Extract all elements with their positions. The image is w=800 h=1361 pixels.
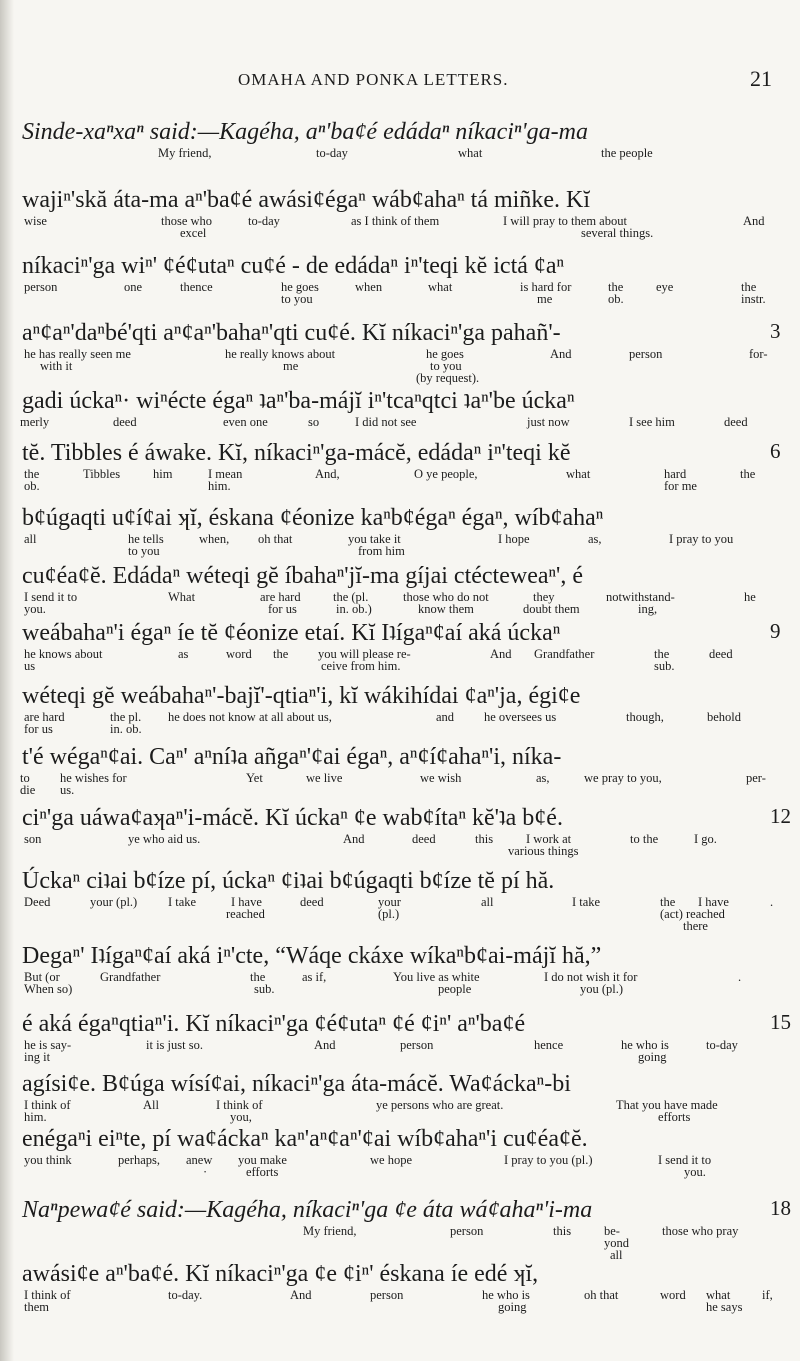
- english-gloss: those who do not: [403, 590, 489, 604]
- interlinear-line: [18, 621, 770, 681]
- line-number: 15: [770, 1010, 791, 1034]
- english-gloss: deed: [412, 832, 436, 846]
- english-gloss: person: [450, 1224, 484, 1238]
- omaha-text-line: níkaciⁿ'ga wiⁿ' ȼéȼutaⁿ cuȼé - de edádaⁿ iⁿ'teqi kĕ ictá ȼaⁿ: [22, 253, 565, 279]
- english-gloss: I think of: [216, 1098, 263, 1112]
- english-gloss: various things: [508, 844, 579, 858]
- english-gloss: I did not see: [355, 415, 417, 429]
- omaha-text-line: cuȼéaȼĕ. Edádaⁿ wéteqi gĕ íbahaⁿ'jĭ-ma gíjai ctécteweaⁿ', é: [22, 563, 584, 589]
- english-gloss: anew: [186, 1153, 213, 1167]
- interlinear-line: [18, 1261, 773, 1322]
- english-gloss: ceive from him.: [321, 659, 401, 673]
- omaha-text-line: Degaⁿ' Iʇígaⁿȼaí aká iⁿ'cte, “Wáqe ckáxe wíkaⁿbȼai-májĭ hă,”: [22, 943, 602, 969]
- english-gloss: deed: [113, 415, 137, 429]
- omaha-text-line: Naⁿpewaȼé said:—Kagéha, níkaciⁿ'ga ȼe áta wáȼahaⁿ'i-ma: [22, 1197, 593, 1223]
- interlinear-line: [18, 506, 770, 566]
- interlinear-line: [18, 944, 770, 1004]
- omaha-text-line: aⁿȼaⁿ'daⁿbé'qti aⁿȼaⁿ'bahaⁿ'qti cuȼé. Kĭ níkaciⁿ'ga pahañ'-: [22, 320, 561, 346]
- english-gloss: the (pl.: [333, 590, 369, 604]
- english-gloss: those who: [161, 214, 213, 228]
- english-gloss: to the: [630, 832, 659, 846]
- english-gloss: oh that: [258, 532, 293, 546]
- english-gloss: deed: [300, 895, 324, 909]
- line-number: 12: [770, 804, 791, 828]
- english-gloss: in. ob.: [110, 722, 142, 736]
- english-gloss: him: [153, 467, 173, 481]
- omaha-text-line: agísiȼe. Bȼúga wísíȼai, níkaciⁿ'ga áta-mácĕ. Waȼáckaⁿ-bi: [22, 1071, 571, 1097]
- english-gloss: ye who aid us.: [128, 832, 201, 846]
- english-gloss: as,: [536, 771, 550, 785]
- english-gloss: what: [566, 467, 591, 481]
- english-gloss: the people: [601, 146, 653, 160]
- english-gloss: wise: [24, 214, 47, 228]
- english-gloss: to you: [430, 359, 462, 373]
- english-gloss: the: [654, 647, 670, 661]
- omaha-text-line: enégaⁿi eiⁿte, pí waȼáckaⁿ kaⁿ'aⁿȼaⁿ'ȼai wíbȼahaⁿ'i cuȼéaȼĕ.: [22, 1126, 588, 1152]
- english-gloss: them: [24, 1300, 49, 1314]
- english-gloss: perhaps,: [118, 1153, 160, 1167]
- interlinear-line: [18, 188, 770, 248]
- omaha-text-line: awásiȼe aⁿ'baȼé. Kĭ níkaciⁿ'ga ȼe ȼiⁿ' éskana íe edé ʞĭ,: [22, 1261, 539, 1287]
- english-gloss: to you: [281, 292, 313, 306]
- interlinear-line: [18, 320, 770, 385]
- english-gloss: And: [743, 214, 765, 228]
- english-gloss: O ye people,: [414, 467, 478, 481]
- interlinear-line: [18, 120, 770, 180]
- english-gloss: instr.: [741, 292, 766, 306]
- english-gloss: and: [436, 710, 455, 724]
- english-gloss: ob.: [608, 292, 624, 306]
- english-gloss: he says: [706, 1300, 743, 1314]
- english-gloss: hence: [534, 1038, 564, 1052]
- english-gloss: oh that: [584, 1288, 619, 1302]
- english-gloss: he tells: [128, 532, 164, 546]
- omaha-text-line: t'é wégaⁿȼai. Caⁿ' aⁿníʇa añgaⁿ'ȼai égaⁿ, aⁿȼíȼahaⁿ'i, níka-: [22, 744, 562, 770]
- english-gloss: he who is: [482, 1288, 530, 1302]
- english-gloss: for us: [24, 722, 53, 736]
- english-gloss: I think of: [24, 1288, 71, 1302]
- english-gloss: as,: [588, 532, 602, 546]
- english-gloss: thence: [180, 280, 213, 294]
- english-gloss: we wish: [420, 771, 462, 785]
- english-gloss: as: [178, 647, 189, 661]
- english-gloss: to: [20, 771, 30, 785]
- english-gloss: I go.: [694, 832, 717, 846]
- english-gloss: to you: [128, 544, 160, 558]
- page-spine-shadow: [0, 0, 14, 1361]
- interlinear-line: [18, 745, 770, 805]
- english-gloss: (pl.): [378, 907, 400, 921]
- english-gloss: one: [124, 280, 143, 294]
- english-gloss: And: [314, 1038, 336, 1052]
- english-gloss: I think of: [24, 1098, 71, 1112]
- english-gloss: just now: [527, 415, 570, 429]
- english-gloss: as if,: [302, 970, 327, 984]
- omaha-text-line: tĕ. Tibbles é áwake. Kĭ, níkaciⁿ'ga-mácĕ, edádaⁿ iⁿ'teqi kĕ: [22, 440, 571, 466]
- english-gloss: you.: [684, 1165, 706, 1179]
- english-gloss: to-day: [316, 146, 348, 160]
- english-gloss: he who is: [621, 1038, 669, 1052]
- english-gloss: what: [706, 1288, 731, 1302]
- english-gloss: for me: [664, 479, 697, 493]
- english-gloss: as I think of them: [351, 214, 440, 228]
- english-gloss: eye: [656, 280, 674, 294]
- english-gloss: those who pray: [662, 1224, 739, 1238]
- english-gloss: he goes: [426, 347, 464, 361]
- english-gloss: for us: [268, 602, 297, 616]
- omaha-text-line: é aká égaⁿqtiaⁿ'i. Kĭ níkaciⁿ'ga ȼéȼutaⁿ ȼé ȼiⁿ' aⁿ'baȼé: [22, 1011, 526, 1037]
- english-gloss: All: [143, 1098, 159, 1112]
- english-gloss: the: [608, 280, 624, 294]
- english-gloss: I will pray to them about: [503, 214, 627, 228]
- english-gloss: I mean: [208, 467, 243, 481]
- english-gloss: you make: [238, 1153, 287, 1167]
- english-gloss: the: [740, 467, 756, 481]
- english-gloss: word: [226, 647, 252, 661]
- english-gloss: he oversees us: [484, 710, 557, 724]
- english-gloss: My friend,: [303, 1224, 357, 1238]
- running-title: OMAHA AND PONKA LETTERS.: [238, 70, 509, 89]
- interlinear-line: [18, 868, 774, 933]
- english-gloss: the: [24, 467, 40, 481]
- omaha-text-line: wajiⁿ'skă áta-ma aⁿ'baȼé awásiȼégaⁿ wábȼahaⁿ tá miñke. Kĭ: [22, 187, 590, 213]
- omaha-text-line: bȼúgaqti uȼíȼai ʞĭ, éskana ȼéonize kaⁿbȼégaⁿ égaⁿ, wíbȼahaⁿ: [22, 505, 604, 531]
- english-gloss: Grandfather: [534, 647, 595, 661]
- english-gloss: going: [638, 1050, 667, 1064]
- english-gloss: we pray to you,: [584, 771, 662, 785]
- english-gloss: (act) reached: [660, 907, 725, 921]
- english-gloss: all: [610, 1248, 623, 1262]
- english-gloss: him.: [24, 1110, 47, 1124]
- english-gloss: me: [283, 359, 299, 373]
- english-gloss: I send it to: [24, 590, 78, 604]
- english-gloss: efforts: [246, 1165, 279, 1179]
- omaha-text-line: Úckaⁿ ciʇai bȼíze pí, úckaⁿ ȼiʇai bȼúgaqti bȼíze tĕ pí hă.: [22, 868, 555, 894]
- english-gloss: Yet: [246, 771, 263, 785]
- english-gloss: all: [24, 532, 37, 546]
- english-gloss: word: [660, 1288, 686, 1302]
- english-gloss: I pray to you: [669, 532, 734, 546]
- english-gloss: merly: [20, 415, 50, 429]
- english-gloss: from him: [358, 544, 405, 558]
- english-gloss: to-day.: [168, 1288, 203, 1302]
- english-gloss: we hope: [370, 1153, 412, 1167]
- english-gloss: you,: [230, 1110, 252, 1124]
- english-gloss: sub.: [654, 659, 675, 673]
- english-gloss: I pray to you (pl.): [504, 1153, 593, 1167]
- english-gloss: what: [428, 280, 453, 294]
- english-gloss: are hard: [260, 590, 301, 604]
- english-gloss: ob.: [24, 479, 40, 493]
- english-gloss: And: [343, 832, 365, 846]
- english-gloss: excel: [180, 226, 207, 240]
- english-gloss: in. ob.): [336, 602, 372, 616]
- english-gloss: That you have made: [616, 1098, 718, 1112]
- english-gloss: if,: [762, 1288, 773, 1302]
- english-gloss: I send it to: [658, 1153, 712, 1167]
- english-gloss: going: [498, 1300, 527, 1314]
- english-gloss: there: [683, 919, 708, 933]
- english-gloss: so: [308, 415, 320, 429]
- english-gloss: I have: [231, 895, 262, 909]
- omaha-text-line: wéteqi gĕ weábahaⁿ'-bajĭ'-qtiaⁿ'i, kĭ wákihídai ȼaⁿ'ja, égiȼe: [22, 683, 581, 709]
- english-gloss: And,: [315, 467, 340, 481]
- english-gloss: I have: [698, 895, 729, 909]
- english-gloss: they: [533, 590, 555, 604]
- english-gloss: I work at: [526, 832, 572, 846]
- english-gloss: person: [24, 280, 58, 294]
- english-gloss: And: [550, 347, 572, 361]
- interlinear-line: [18, 684, 770, 744]
- english-gloss: it is just so.: [146, 1038, 203, 1052]
- english-gloss: hard: [664, 467, 687, 481]
- english-gloss: the: [250, 970, 266, 984]
- line-number: 6: [770, 439, 781, 463]
- english-gloss: to-day: [248, 214, 280, 228]
- english-gloss: we live: [306, 771, 343, 785]
- english-gloss: deed: [709, 647, 733, 661]
- english-gloss: But (or: [24, 970, 60, 984]
- english-gloss: know them: [418, 602, 474, 616]
- interlinear-line: [18, 1072, 770, 1132]
- english-gloss: he knows about: [24, 647, 103, 661]
- english-gloss: all: [481, 895, 494, 909]
- english-gloss: he goes: [281, 280, 319, 294]
- english-gloss: he has really seen me: [24, 347, 131, 361]
- english-gloss: to-day: [706, 1038, 738, 1052]
- english-gloss: Deed: [24, 895, 51, 909]
- english-gloss: people: [438, 982, 472, 996]
- english-gloss: several things.: [581, 226, 654, 240]
- english-gloss: for-: [749, 347, 768, 361]
- english-gloss: ing,: [638, 602, 658, 616]
- english-gloss: you.: [24, 602, 46, 616]
- english-gloss: You live as white: [393, 970, 480, 984]
- english-gloss: When so): [24, 982, 73, 996]
- english-gloss: he: [744, 590, 756, 604]
- english-gloss: he really knows about: [225, 347, 336, 361]
- english-gloss: ·: [203, 1165, 208, 1179]
- english-gloss: per-: [746, 771, 766, 785]
- line-number: 3: [770, 319, 781, 343]
- page-number: 21: [750, 66, 772, 91]
- english-gloss: the: [660, 895, 676, 909]
- interlinear-line: [18, 806, 770, 866]
- omaha-text-line: gadi úckaⁿ· wiⁿécte égaⁿ ʇaⁿ'ba-májĭ iⁿ'tcaⁿqtci ʇaⁿ'be úckaⁿ: [22, 388, 575, 414]
- english-gloss: doubt them: [523, 602, 580, 616]
- interlinear-line: [18, 1127, 770, 1187]
- english-gloss: us.: [60, 783, 75, 797]
- interlinear-line: [18, 1012, 770, 1072]
- english-gloss: when,: [199, 532, 230, 546]
- english-gloss: And: [490, 647, 512, 661]
- english-gloss: I see him: [629, 415, 675, 429]
- english-gloss: ing it: [24, 1050, 51, 1064]
- english-gloss: I take: [168, 895, 197, 909]
- english-gloss: person: [400, 1038, 434, 1052]
- english-gloss: What: [168, 590, 196, 604]
- running-header: [0, 66, 800, 96]
- english-gloss: person: [629, 347, 663, 361]
- english-gloss: you will please re-: [318, 647, 411, 661]
- english-gloss: this: [475, 832, 494, 846]
- english-gloss: Grandfather: [100, 970, 161, 984]
- english-gloss: with it: [40, 359, 73, 373]
- english-gloss: deed: [724, 415, 748, 429]
- english-gloss: (by request).: [416, 371, 480, 385]
- english-gloss: you think: [24, 1153, 72, 1167]
- english-gloss: him.: [208, 479, 231, 493]
- english-gloss: your (pl.): [90, 895, 138, 909]
- english-gloss: sub.: [254, 982, 275, 996]
- english-gloss: yond: [604, 1236, 629, 1250]
- omaha-text-line: Sinde-xaⁿxaⁿ said:—Kagéha, aⁿ'baȼé edádaⁿ níkaciⁿ'ga-ma: [22, 119, 588, 145]
- english-gloss: even one: [223, 415, 268, 429]
- english-gloss: die: [20, 783, 36, 797]
- english-gloss: efforts: [658, 1110, 691, 1124]
- english-gloss: And: [290, 1288, 312, 1302]
- english-gloss: what: [458, 146, 483, 160]
- english-gloss: when: [355, 280, 383, 294]
- omaha-text-line: weábahaⁿ'i égaⁿ íe tĕ ȼéonize etaí. Kĭ Iʇígaⁿȼaí aká úckaⁿ: [22, 620, 561, 646]
- english-gloss: I hope: [498, 532, 530, 546]
- english-gloss: is hard for: [520, 280, 572, 294]
- english-gloss: Tibbles: [83, 467, 121, 481]
- english-gloss: the: [273, 647, 289, 661]
- english-gloss: your: [378, 895, 401, 909]
- line-number: 9: [770, 619, 781, 643]
- interlinear-line: [18, 1197, 770, 1262]
- english-gloss: are hard: [24, 710, 65, 724]
- english-gloss: us: [24, 659, 36, 673]
- english-gloss: son: [24, 832, 42, 846]
- english-gloss: ye persons who are great.: [376, 1098, 504, 1112]
- line-number: 18: [770, 1196, 791, 1220]
- english-gloss: notwithstand-: [606, 590, 675, 604]
- english-gloss: he is say-: [24, 1038, 72, 1052]
- english-gloss: you (pl.): [580, 982, 624, 996]
- interlinear-line: [18, 564, 770, 624]
- english-gloss: .: [770, 895, 774, 909]
- english-gloss: I do not wish it for: [544, 970, 638, 984]
- english-gloss: person: [370, 1288, 404, 1302]
- english-gloss: I take: [572, 895, 601, 909]
- english-gloss: My friend,: [158, 146, 212, 160]
- english-gloss: he does not know at all about us,: [168, 710, 332, 724]
- english-gloss: this: [553, 1224, 572, 1238]
- interlinear-line: [18, 254, 770, 314]
- english-gloss: behold: [707, 710, 742, 724]
- english-gloss: you take it: [348, 532, 401, 546]
- english-gloss: the pl.: [110, 710, 142, 724]
- english-gloss: he wishes for: [60, 771, 127, 785]
- english-gloss: reached: [226, 907, 265, 921]
- english-gloss: me: [537, 292, 553, 306]
- english-gloss: .: [738, 970, 742, 984]
- english-gloss: though,: [626, 710, 664, 724]
- interlinear-line: [18, 441, 770, 501]
- english-gloss: be-: [604, 1224, 620, 1238]
- english-gloss: the: [741, 280, 757, 294]
- omaha-text-line: ciⁿ'ga uáwaȼaʞaⁿ'i-mácĕ. Kĭ úckaⁿ ȼe wabȼítaⁿ kĕ'ʇa bȼé.: [22, 805, 563, 831]
